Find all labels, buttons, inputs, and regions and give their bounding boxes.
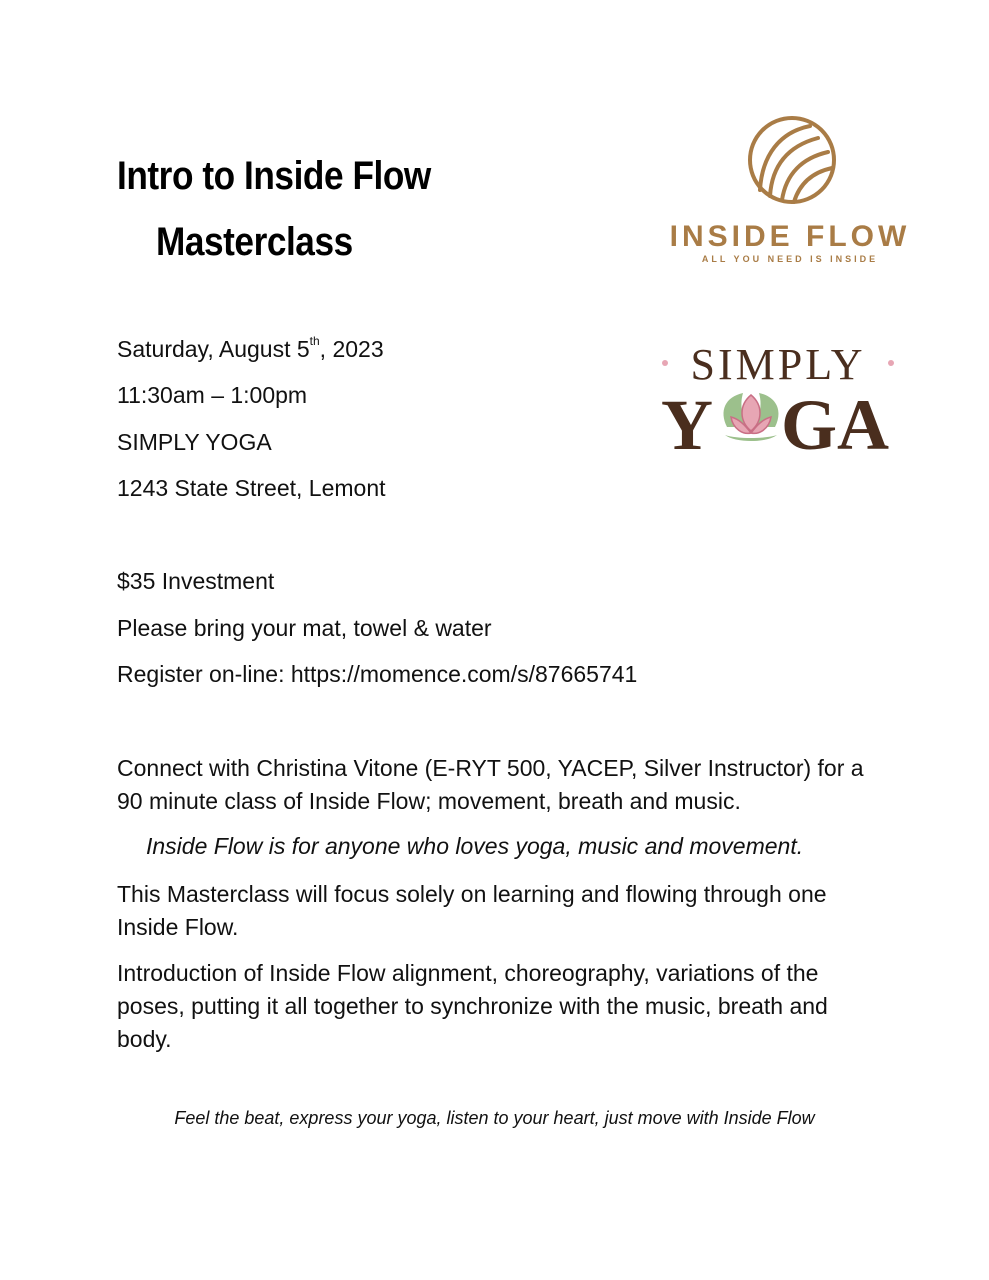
date-superscript: th (309, 334, 320, 348)
date-text: Saturday, August 5 (117, 336, 310, 362)
bring-items: Please bring your mat, towel & water (117, 615, 492, 641)
simply-yoga-logo (655, 335, 915, 465)
price: $35 Investment (117, 568, 275, 594)
footer-slogan: Feel the beat, express your yoga, listen to your heart, just move with Inside Flow (174, 1108, 815, 1128)
title-line-1: Intro to Inside Flow (117, 154, 431, 198)
simply-yoga-letter-y: Y (661, 385, 713, 465)
tagline: Inside Flow is for anyone who loves yoga, music and movement. (146, 833, 804, 859)
inside-flow-tagline: ALL YOU NEED IS INSIDE (701, 254, 879, 264)
inside-flow-logo (640, 110, 940, 270)
focus-paragraph: This Masterclass will focus solely on learning and flowing through one Inside Flow. (117, 881, 827, 940)
intro-paragraph: Introduction of Inside Flow alignment, choreography, variations of the poses, putting it all together to synchronize with the music, breath and body. (117, 960, 828, 1052)
connect-paragraph: Connect with Christina Vitone (E-RYT 500, YACEP, Silver Instructor) for a 90 minute class of Inside Flow; movement, breath and music. (117, 755, 864, 814)
event-address: 1243 State Street, Lemont (117, 475, 386, 501)
simply-yoga-top-word: SIMPLY (690, 340, 866, 389)
register-link[interactable]: Register on-line: https://momence.com/s/87665741 (117, 661, 638, 687)
event-date (117, 336, 384, 363)
date-year: , 2023 (319, 336, 384, 362)
accent-dot-right (888, 360, 894, 366)
title-line-2: Masterclass (156, 220, 353, 264)
event-venue: SIMPLY YOGA (117, 429, 272, 455)
simply-yoga-letters-ga: GA (781, 385, 889, 465)
inside-flow-wordmark: INSIDE FLOW (669, 220, 911, 253)
lotus-icon (724, 393, 779, 441)
accent-dot-left (662, 360, 668, 366)
event-time: 11:30am – 1:00pm (117, 382, 308, 408)
